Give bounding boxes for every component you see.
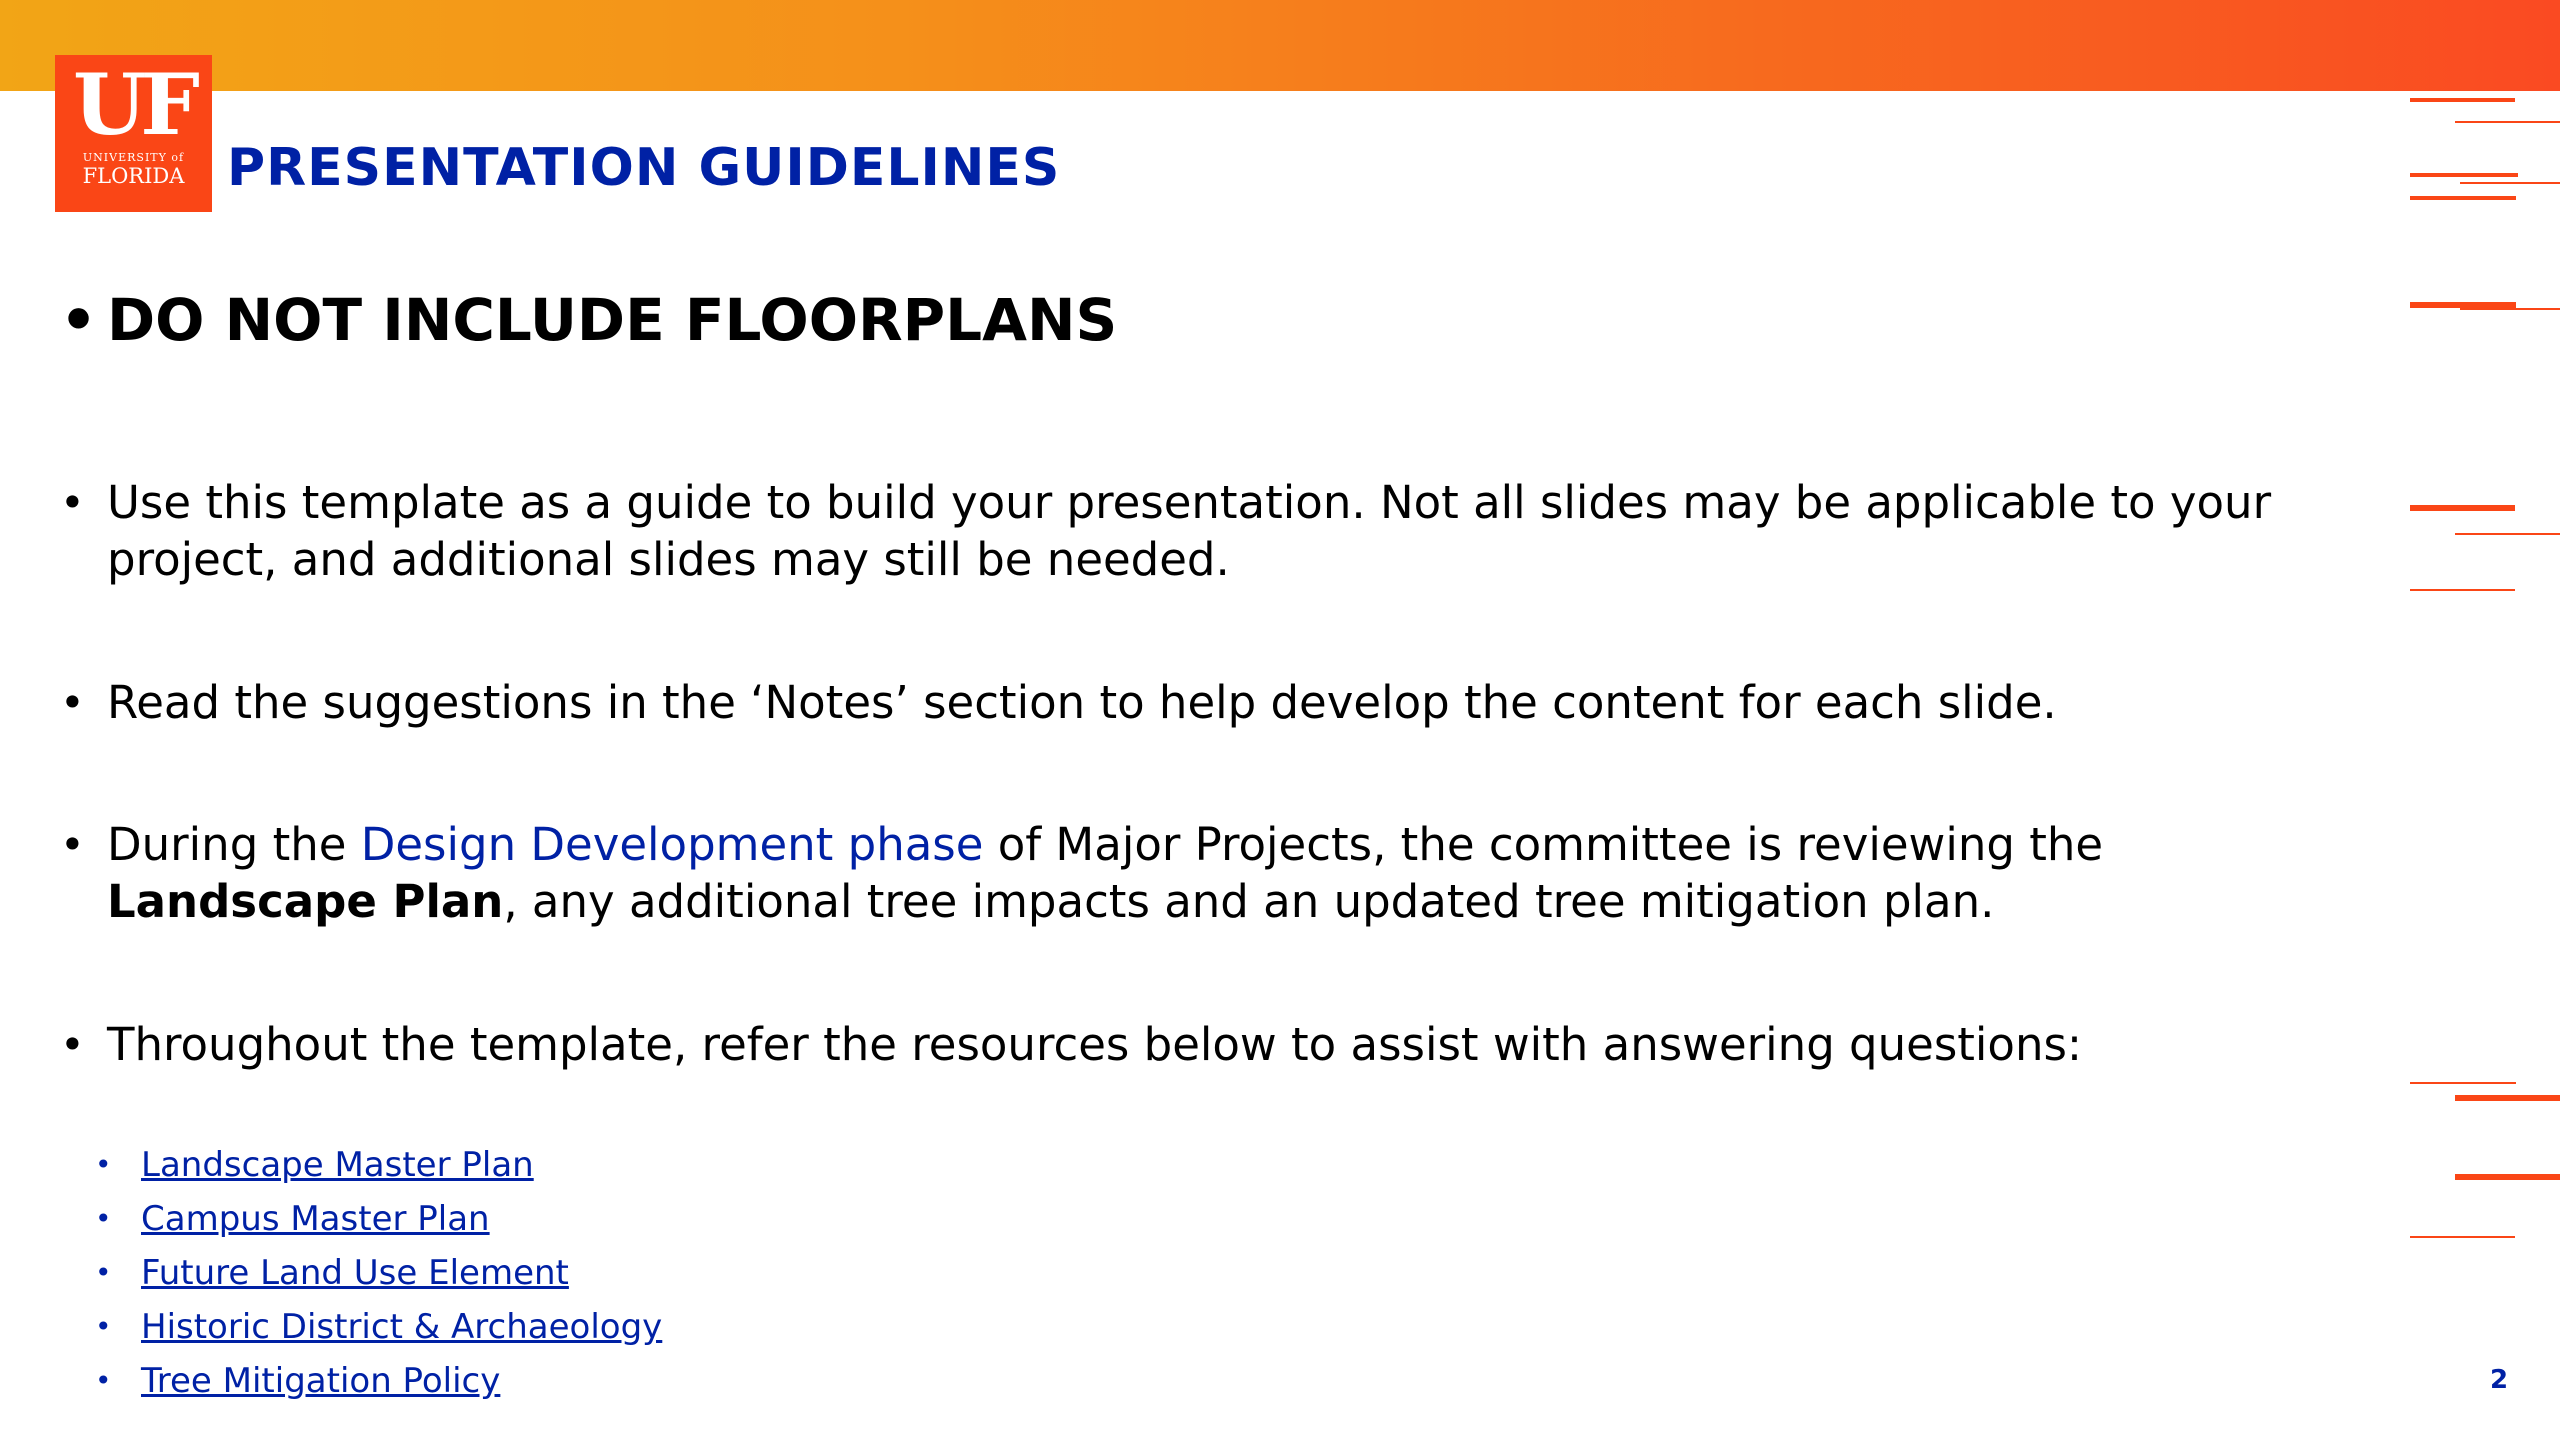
decorative-line: [2410, 98, 2515, 102]
logo-florida-text: FLORIDA: [82, 164, 185, 188]
list-item: [95, 1138, 662, 1192]
main-bullet: [60, 285, 2310, 355]
bullet-dot: •: [95, 1148, 112, 1181]
bullet-text: [107, 816, 2310, 930]
resources-list: [95, 1138, 662, 1408]
logo-university-text: UNIVERSITY of: [82, 151, 185, 164]
top-gradient-bar: [0, 0, 2560, 91]
future-land-use-element-link[interactable]: Future Land Use Element: [141, 1253, 569, 1293]
logo-uf-text: UF: [73, 55, 194, 154]
landscape-plan-bold: Landscape Plan: [107, 875, 504, 928]
list-item: [95, 1354, 662, 1408]
bullet-dot: •: [95, 1202, 112, 1235]
bullet-text-part: , any additional tree impacts and an updated tree mitigation plan.: [503, 875, 1995, 928]
decorative-line: [2410, 1236, 2515, 1238]
design-development-link[interactable]: Design Development phase: [360, 818, 984, 871]
decorative-line: [2460, 182, 2560, 184]
bullet-dot: •: [95, 1310, 112, 1343]
bullet-dot: •: [60, 678, 85, 727]
list-item: [95, 1300, 662, 1354]
bullet-text-part: During the: [107, 818, 361, 871]
bullet-dot: •: [95, 1364, 112, 1397]
bullet-notes-section: [60, 674, 2310, 731]
bullet-template-guide: [60, 474, 2310, 588]
decorative-line: [2460, 308, 2560, 310]
list-item: [95, 1246, 662, 1300]
page-number: 2: [2490, 1365, 2509, 1395]
decorative-line: [2410, 505, 2515, 511]
decorative-line: [2410, 589, 2515, 591]
decorative-line: [2455, 533, 2560, 535]
page-title: PRESENTATION GUIDELINES: [227, 138, 1061, 198]
landscape-master-plan-link[interactable]: Landscape Master Plan: [141, 1145, 534, 1185]
bullet-dot: •: [60, 1020, 85, 1069]
main-bullet-text: DO NOT INCLUDE FLOORPLANS: [107, 286, 1118, 354]
bullet-dot: •: [95, 1256, 112, 1289]
decorative-line: [2455, 1174, 2560, 1180]
list-item: [95, 1192, 662, 1246]
bullet-dot: •: [60, 286, 98, 354]
campus-master-plan-link[interactable]: Campus Master Plan: [141, 1199, 490, 1239]
decorative-line: [2410, 173, 2518, 177]
bullet-resources-intro: [60, 1016, 2310, 1073]
bullet-text: Throughout the template, refer the resources below to assist with answering questions:: [107, 1018, 2083, 1071]
decorative-line: [2410, 196, 2516, 200]
uf-logo: [55, 55, 212, 212]
bullet-text: Use this template as a guide to build your presentation. Not all slides may be applicable to your project, and additional slides may still be needed.: [107, 476, 2272, 586]
decorative-line: [2410, 1082, 2516, 1084]
historic-district-archaeology-link[interactable]: Historic District & Archaeology: [141, 1307, 663, 1347]
bullet-design-development: [60, 816, 2310, 930]
bullet-dot: •: [60, 478, 85, 527]
bullet-text: Read the suggestions in the ‘Notes’ section to help develop the content for each slide.: [107, 676, 2057, 729]
decorative-line: [2455, 121, 2560, 123]
bullet-dot: •: [60, 820, 85, 869]
decorative-line: [2455, 1095, 2560, 1101]
tree-mitigation-policy-link[interactable]: Tree Mitigation Policy: [141, 1361, 501, 1401]
bullet-text-part: of Major Projects, the committee is reviewing the: [983, 818, 2104, 871]
